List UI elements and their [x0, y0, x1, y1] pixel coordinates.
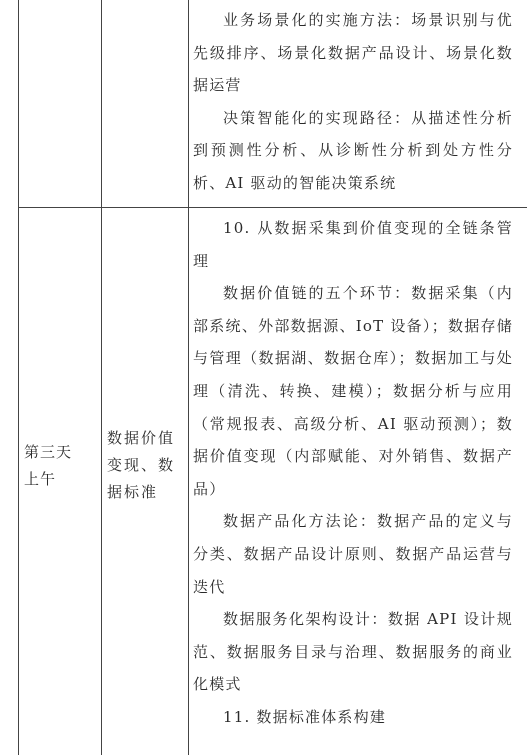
- schedule-time-cell: [24, 439, 84, 493]
- table-left-border: [18, 0, 19, 755]
- section-heading: 10. 从数据采集到价值变现的全链条管理: [193, 219, 513, 270]
- top-row-paragraph: 决策智能化的实现路径：从描述性分析到预测性分析、从诊断性分析到处方性分析、AI 驱动的智能决策系统: [193, 108, 513, 192]
- table-row-divider: [18, 207, 527, 208]
- schedule-time: 第三天上午: [24, 443, 73, 488]
- main-row-content: [193, 212, 513, 734]
- table-column-divider-2: [188, 0, 189, 755]
- content-paragraph: 数据产品化方法论：数据产品的定义与分类、数据产品设计原则、数据产品运营与迭代: [193, 512, 513, 596]
- schedule-topic: 数据价值变现、数据标准: [107, 429, 176, 501]
- section-heading: 11. 数据标准体系构建: [223, 707, 387, 726]
- top-row-paragraph: 业务场景化的实施方法：场景识别与优先级排序、场景化数据产品设计、场景化数据运营: [193, 11, 513, 95]
- content-paragraph: 数据价值链的五个环节：数据采集（内部系统、外部数据源、IoT 设备）；数据存储与管理（数据湖、数据仓库）；数据加工与处理（清洗、转换、建模）；数据分析与应用（常规报表、高级分析、AI 驱动预测）；数据价值变现（内部赋能、对外销售、数据产品）: [193, 284, 513, 498]
- schedule-topic-cell: [107, 425, 185, 506]
- table-column-divider-1: [101, 0, 102, 755]
- content-paragraph: 数据服务化架构设计：数据 API 设计规范、数据服务目录与治理、数据服务的商业化模式: [193, 610, 513, 694]
- top-row-content: [193, 4, 513, 200]
